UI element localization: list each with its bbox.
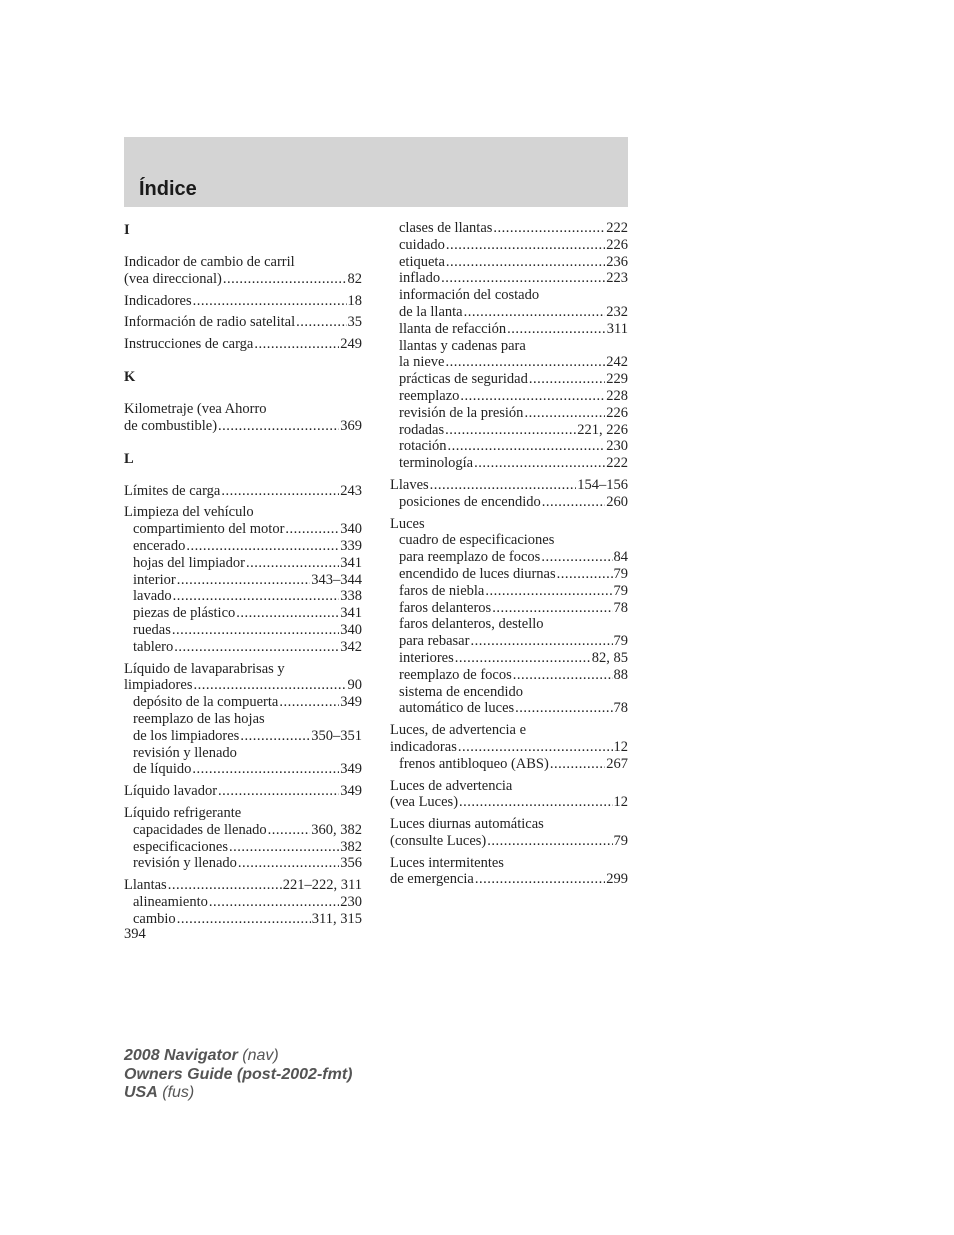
dot-leader xyxy=(193,293,347,310)
index-entry-text: terminología xyxy=(399,455,474,472)
index-page-ref: 339 xyxy=(340,537,362,554)
index-section-letter: L xyxy=(124,450,134,467)
index-subentry-line xyxy=(124,728,362,745)
index-entry-text: clases de llantas xyxy=(399,220,493,236)
index-page-ref: 343–344 xyxy=(311,571,362,588)
index-subentry-line xyxy=(390,405,628,422)
index-entry-text: alineamiento xyxy=(133,893,208,910)
index-entry-line xyxy=(390,778,628,795)
index-page-ref: 226 xyxy=(606,404,628,421)
dot-leader xyxy=(279,694,339,711)
index-entry-line xyxy=(390,739,628,756)
index-page-ref: 340 xyxy=(340,621,362,638)
index-entry-text: tablero xyxy=(133,638,174,655)
index-entry-text: cambio xyxy=(133,910,176,927)
dot-leader xyxy=(221,483,339,500)
dot-leader xyxy=(541,549,612,566)
index-entry-text: Instrucciones de carga xyxy=(124,336,254,353)
index-entry-text: reemplazo de las hojas xyxy=(133,710,265,727)
index-subentry-line xyxy=(390,532,628,549)
dot-leader xyxy=(177,572,311,589)
index-page-ref: 338 xyxy=(340,588,362,605)
dot-leader xyxy=(542,494,606,511)
index-subentry-line xyxy=(390,270,628,287)
index-entry-text: depósito de la compuerta xyxy=(133,694,279,711)
footer-model: 2008 Navigator xyxy=(124,1047,238,1064)
index-entry-text: Indicadores xyxy=(124,292,192,309)
dot-leader xyxy=(513,667,613,684)
index-entry-text: para reemplazo de focos xyxy=(399,549,541,566)
index-page-ref: 222 xyxy=(606,455,628,472)
index-entry-line xyxy=(124,805,362,822)
index-entry-line xyxy=(390,516,628,533)
index-subentry-line xyxy=(390,422,628,439)
index-page-ref: 79 xyxy=(613,832,628,849)
index-entry-text: capacidades de llenado xyxy=(133,821,267,838)
dot-leader xyxy=(285,521,339,538)
dot-leader xyxy=(177,911,311,928)
index-entry-text: Luces, de advertencia e xyxy=(390,722,527,739)
index-page-ref: 88 xyxy=(613,666,628,683)
index-entry-text: indicadoras xyxy=(390,738,457,755)
index-entry-text: (vea Luces) xyxy=(390,794,459,811)
dot-leader xyxy=(246,555,339,572)
dot-leader xyxy=(446,354,606,371)
index-entry-text: Kilometraje (vea Ahorro xyxy=(124,400,267,417)
index-entry xyxy=(124,293,362,310)
section-gap xyxy=(124,353,362,367)
dot-leader xyxy=(557,566,613,583)
index-page-ref: 82 xyxy=(347,270,362,287)
index-page-ref: 35 xyxy=(347,314,362,331)
dot-leader xyxy=(236,605,339,622)
index-entry-text: Limpieza del vehículo xyxy=(124,504,254,521)
index-page-ref: 90 xyxy=(347,677,362,694)
index-entry-text: Información de radio satelital xyxy=(124,314,296,331)
footer xyxy=(124,1047,352,1103)
index-page-ref: 12 xyxy=(613,738,628,755)
index-entry-text: ruedas xyxy=(133,621,171,638)
letter-spacer xyxy=(124,239,362,249)
index-page-ref: 221–222, 311 xyxy=(282,877,362,894)
index-subentry-line xyxy=(390,700,628,717)
dot-leader xyxy=(174,639,339,656)
index-entry-text: reemplazo xyxy=(399,387,460,404)
index-page-ref: 356 xyxy=(340,855,362,872)
index-subentry-line xyxy=(390,684,628,701)
dot-leader xyxy=(168,877,282,894)
dot-leader xyxy=(470,633,612,650)
index-page-ref: 249 xyxy=(340,336,362,353)
index-entry-line xyxy=(124,661,362,678)
index-entry-text: llanta de refacción xyxy=(399,320,507,337)
index-subentry-line xyxy=(390,371,628,388)
dot-leader xyxy=(529,371,605,388)
index-entry xyxy=(124,401,362,435)
index-page-ref: 382 xyxy=(340,838,362,855)
index-page-ref: 12 xyxy=(613,794,628,811)
index-page-ref: 222 xyxy=(606,220,628,236)
index-entry xyxy=(124,504,362,655)
index-page-ref: 84 xyxy=(613,549,628,566)
index-page-ref: 82, 85 xyxy=(591,649,628,666)
dot-leader xyxy=(240,728,310,745)
index-subentry-line xyxy=(390,616,628,633)
footer-model-code: (nav) xyxy=(242,1047,279,1064)
index-entry-line xyxy=(390,833,628,850)
index-subentry-line xyxy=(124,761,362,778)
index-entry-line xyxy=(124,293,362,310)
index-subentry-line xyxy=(124,894,362,911)
index-page-ref: 341 xyxy=(340,554,362,571)
index-entry-line xyxy=(390,816,628,833)
dot-leader xyxy=(474,455,605,472)
index-subentry-line xyxy=(124,622,362,639)
index-subentry-line xyxy=(390,438,628,455)
index-entry xyxy=(124,783,362,800)
index-entry-text: lavado xyxy=(133,588,172,605)
index-entry-text: inflado xyxy=(399,270,441,287)
index-entry-line xyxy=(124,418,362,435)
index-entry-text: revisión y llenado xyxy=(133,855,237,872)
index-entry-line xyxy=(124,401,362,418)
index-entry-text: compartimiento del motor xyxy=(133,521,285,538)
index-subentry-line xyxy=(390,287,628,304)
dot-leader xyxy=(296,314,346,331)
index-entry-text: especificaciones xyxy=(133,838,229,855)
index-entry-text: prácticas de seguridad xyxy=(399,371,528,388)
index-subentry-line xyxy=(390,220,628,237)
index-subentry-line xyxy=(390,321,628,338)
header-band xyxy=(124,137,628,207)
index-entry-text: la nieve xyxy=(399,354,445,371)
index-entry-text: rodadas xyxy=(399,421,445,438)
index-page-ref: 232 xyxy=(606,303,628,320)
footer-market-code: (fus) xyxy=(162,1084,195,1101)
index-entry-line xyxy=(124,336,362,353)
index-subentry-line xyxy=(124,911,362,928)
index-entry-text: de los limpiadores xyxy=(133,727,240,744)
index-column-right xyxy=(390,220,628,888)
index-page-ref: 228 xyxy=(606,387,628,404)
index-entry-text: revisión de la presión xyxy=(399,404,524,421)
dot-leader xyxy=(507,321,606,338)
index-column-left xyxy=(124,220,362,928)
index-entry-line xyxy=(390,855,628,872)
index-page-ref: 243 xyxy=(340,482,362,499)
index-page-ref: 236 xyxy=(606,253,628,270)
index-entry-text: para rebasar xyxy=(399,633,470,650)
index-entry-line xyxy=(390,722,628,739)
index-entry-text: interiores xyxy=(399,649,454,666)
index-page-ref: 311, 315 xyxy=(311,910,362,927)
index-subentry-line xyxy=(124,839,362,856)
index-entry xyxy=(390,477,628,511)
footer-line-1 xyxy=(124,1047,352,1066)
index-subentry-line xyxy=(124,588,362,605)
index-entry-text: posiciones de encendido xyxy=(399,493,541,510)
index-entry-text: reemplazo de focos xyxy=(399,666,512,683)
dot-leader xyxy=(172,622,339,639)
index-entry-text: de la llanta xyxy=(399,303,463,320)
index-entry-text: Indicador de cambio de carril xyxy=(124,254,295,270)
index-entry-text: Luces xyxy=(390,515,425,532)
index-entry-text: Luces diurnas automáticas xyxy=(390,816,544,833)
footer-guide: Owners Guide (post-2002-fmt) xyxy=(124,1065,353,1083)
index-subentry-line xyxy=(124,572,362,589)
dot-leader xyxy=(192,761,339,778)
index-subentry-line xyxy=(390,633,628,650)
index-subentry-line xyxy=(124,745,362,762)
index-page-ref: 342 xyxy=(340,638,362,655)
index-entry-text: Luces intermitentes xyxy=(390,854,504,871)
index-page-ref: 18 xyxy=(347,292,362,309)
index-page-ref: 230 xyxy=(340,893,362,910)
index-subentry-line xyxy=(124,521,362,538)
index-entry-line xyxy=(390,871,628,888)
index-section-letter: K xyxy=(124,368,136,385)
index-subentry-line xyxy=(124,822,362,839)
dot-leader xyxy=(464,304,606,321)
index-page-ref: 223 xyxy=(606,270,628,287)
dot-leader xyxy=(459,794,612,811)
index-page-ref: 230 xyxy=(606,438,628,455)
index-entry-text: rotación xyxy=(399,438,447,455)
dot-leader xyxy=(441,270,605,287)
index-entry-line xyxy=(124,314,362,331)
index-subentry-line xyxy=(390,549,628,566)
dot-leader xyxy=(218,418,339,435)
dot-leader xyxy=(268,822,311,839)
index-entry-text: Líquido lavador xyxy=(124,783,218,800)
index-section-letter: I xyxy=(124,222,130,238)
dot-leader xyxy=(430,477,577,494)
index-entry xyxy=(124,483,362,500)
index-page-ref: 242 xyxy=(606,354,628,371)
index-subentry-line xyxy=(390,650,628,667)
index-entry-text: (vea direccional) xyxy=(124,270,222,287)
index-entry-line xyxy=(124,254,362,271)
index-entry-text: de líquido xyxy=(133,761,192,778)
index-page-ref: 299 xyxy=(606,871,628,888)
index-subentry-line xyxy=(124,555,362,572)
index-subentry-line xyxy=(390,494,628,511)
footer-market: USA xyxy=(124,1084,158,1101)
index-entry-line xyxy=(124,483,362,500)
index-subentry-line xyxy=(124,694,362,711)
index-entry xyxy=(124,314,362,331)
index-entry-text: encendido de luces diurnas xyxy=(399,565,556,582)
index-entry xyxy=(390,778,628,812)
index-entry xyxy=(390,855,628,889)
index-page-ref: 349 xyxy=(340,694,362,711)
dot-leader xyxy=(229,839,339,856)
dot-leader xyxy=(209,894,339,911)
index-subentry-line xyxy=(124,538,362,555)
index-entry-text: faros de niebla xyxy=(399,582,485,599)
index-page-ref: 221, 226 xyxy=(577,421,628,438)
index-entry xyxy=(124,254,362,288)
index-subentry-line xyxy=(124,639,362,656)
dot-leader xyxy=(445,422,576,439)
index-entry-line xyxy=(124,271,362,288)
index-entry xyxy=(124,661,362,779)
dot-leader xyxy=(446,254,605,271)
letter-spacer xyxy=(124,468,362,478)
index-page-ref: 78 xyxy=(613,599,628,616)
dot-leader xyxy=(218,783,339,800)
dot-leader xyxy=(493,220,605,237)
letter-spacer xyxy=(124,386,362,396)
index-subentry-line xyxy=(390,354,628,371)
index-subentry-line xyxy=(390,756,628,773)
index-page-ref: 154–156 xyxy=(577,476,628,493)
dot-leader xyxy=(173,588,340,605)
page-title: Índice xyxy=(139,178,197,200)
index-subentry-line xyxy=(124,605,362,622)
index-entry-text: llantas y cadenas para xyxy=(399,337,526,354)
index-entry xyxy=(390,722,628,772)
index-page-ref: 341 xyxy=(340,605,362,622)
page-number: 394 xyxy=(124,926,146,942)
index-subentry-line xyxy=(390,237,628,254)
index-subentry-line xyxy=(124,855,362,872)
index-entry-text: Límites de carga xyxy=(124,482,221,499)
index-entry-text: faros delanteros xyxy=(399,599,492,616)
dot-leader xyxy=(515,700,612,717)
index-page-ref: 360, 382 xyxy=(311,821,362,838)
index-entry-line xyxy=(124,677,362,694)
index-entry xyxy=(124,805,362,872)
index-page-ref: 226 xyxy=(606,236,628,253)
index-entry-text: Llaves xyxy=(390,476,429,493)
dot-leader xyxy=(448,438,606,455)
index-entry-text: limpiadores xyxy=(124,677,193,694)
index-entry xyxy=(124,877,362,927)
dot-leader xyxy=(238,855,339,872)
index-entry xyxy=(124,336,362,353)
index-page-ref: 349 xyxy=(340,761,362,778)
index-page-ref: 350–351 xyxy=(311,727,362,744)
dot-leader xyxy=(254,336,339,353)
dot-leader xyxy=(487,833,612,850)
index-entry-text: interior xyxy=(133,571,176,588)
index-subentry-line xyxy=(390,388,628,405)
index-subentry-line xyxy=(390,254,628,271)
dot-leader xyxy=(475,871,605,888)
index-entry-text: revisión y llenado xyxy=(133,744,237,761)
index-entry-text: hojas del limpiador xyxy=(133,554,245,571)
index-entry-line xyxy=(390,477,628,494)
index-subentry-line xyxy=(124,711,362,728)
dot-leader xyxy=(186,538,339,555)
dot-leader xyxy=(223,271,347,288)
index-subentry-line xyxy=(390,566,628,583)
index-subentry-line xyxy=(390,455,628,472)
index-entry-text: Líquido refrigerante xyxy=(124,804,242,821)
dot-leader xyxy=(460,388,605,405)
dot-leader xyxy=(455,650,591,667)
index-entry-line xyxy=(124,783,362,800)
index-page-ref: 311 xyxy=(606,320,628,337)
index-entry-text: (consulte Luces) xyxy=(390,832,487,849)
index-entry-line xyxy=(390,794,628,811)
index-entry-text: de combustible) xyxy=(124,417,218,434)
index-entry-text: etiqueta xyxy=(399,253,445,270)
index-subentry-line xyxy=(390,583,628,600)
index-page-ref: 79 xyxy=(613,633,628,650)
index-entry-line xyxy=(124,504,362,521)
index-page-ref: 260 xyxy=(606,493,628,510)
index-entry-text: frenos antibloqueo (ABS) xyxy=(399,755,549,772)
index-entry-text: Líquido de lavaparabrisas y xyxy=(124,660,285,677)
index-page-ref: 267 xyxy=(606,755,628,772)
section-gap xyxy=(124,435,362,449)
index-entry-text: piezas de plástico xyxy=(133,605,236,622)
index-page-ref: 229 xyxy=(606,371,628,388)
index-subentry-line xyxy=(390,304,628,321)
index-page-ref: 79 xyxy=(613,582,628,599)
dot-leader xyxy=(446,237,605,254)
index-entry-text: información del costado xyxy=(399,287,540,304)
index-page-ref: 369 xyxy=(340,417,362,434)
index-entry-text: de emergencia xyxy=(390,871,474,888)
index-page-ref: 349 xyxy=(340,783,362,800)
index-page-ref: 78 xyxy=(613,700,628,717)
index-entry-text: sistema de encendido xyxy=(399,683,524,700)
index-entry-text: faros delanteros, destello xyxy=(399,616,544,633)
index-subentry-line xyxy=(390,667,628,684)
index-page-ref: 79 xyxy=(613,565,628,582)
index-subentry-line xyxy=(390,338,628,355)
index-entry-text: automático de luces xyxy=(399,700,515,717)
index-subentry-line xyxy=(390,600,628,617)
index-entry-text: Luces de advertencia xyxy=(390,777,513,794)
dot-leader xyxy=(550,756,605,773)
index-entry-text: encerado xyxy=(133,537,186,554)
dot-leader xyxy=(492,600,612,617)
dot-leader xyxy=(193,677,346,694)
index-entry xyxy=(390,220,628,472)
index-entry-text: Llantas xyxy=(124,877,167,894)
dot-leader xyxy=(524,405,605,422)
footer-line-3 xyxy=(124,1084,352,1103)
index-entry-line xyxy=(124,877,362,894)
index-entry-text: cuadro de especificaciones xyxy=(399,532,555,549)
footer-line-2 xyxy=(124,1066,352,1085)
dot-leader xyxy=(458,739,613,756)
index-entry xyxy=(390,516,628,718)
index-entry xyxy=(390,816,628,850)
index-page-ref: 340 xyxy=(340,521,362,538)
dot-leader xyxy=(485,583,612,600)
index-entry-text: cuidado xyxy=(399,236,445,253)
